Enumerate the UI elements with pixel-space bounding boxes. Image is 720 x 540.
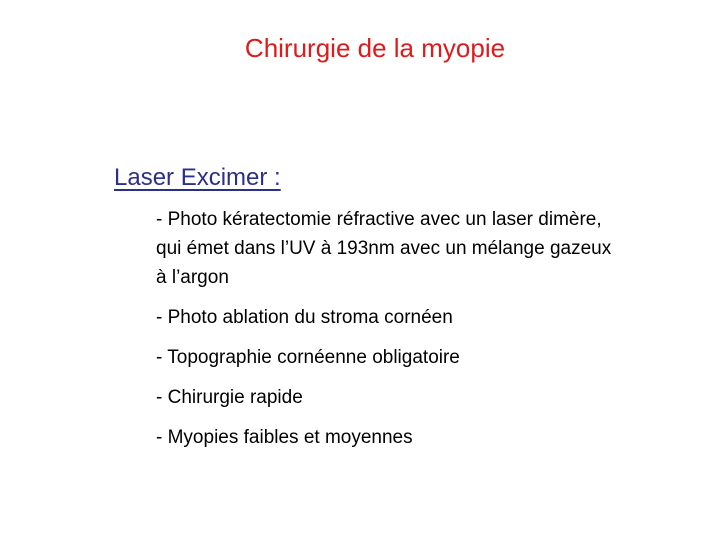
- bullet-item: - Photo ablation du stroma cornéen: [156, 307, 453, 328]
- bullet-item: - Photo kératectomie réfractive avec un laser dimère, qui émet dans l’UV à 193nm avec un mélange gazeux à l’argon: [156, 209, 612, 288]
- bullet-item: - Topographie cornéenne obligatoire: [156, 347, 460, 368]
- bullet-item: - Chirurgie rapide: [156, 387, 303, 408]
- bullet-item: - Myopies faibles et moyennes: [156, 427, 413, 448]
- section-heading: Laser Excimer :: [114, 164, 281, 191]
- slide-title: Chirurgie de la myopie: [244, 33, 506, 63]
- bullet-list: [156, 205, 626, 463]
